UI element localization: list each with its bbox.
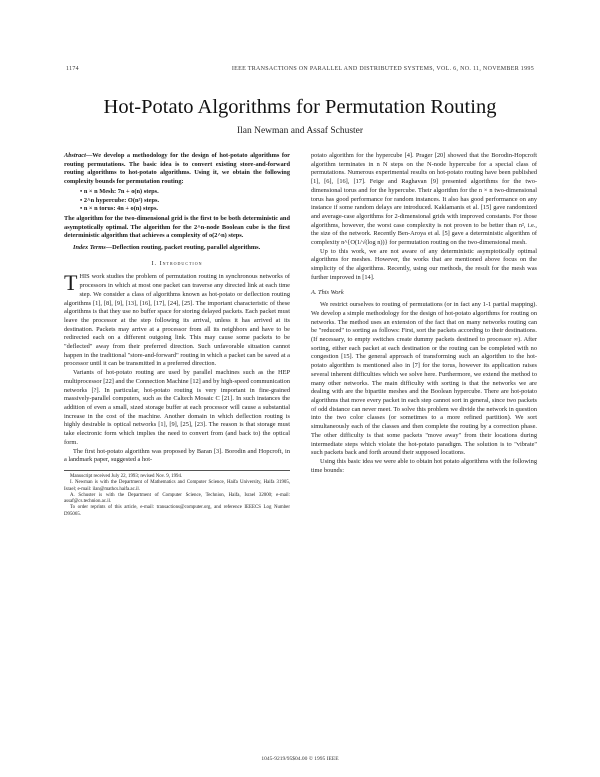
intro-paragraph-1 bbox=[64, 270, 290, 369]
abstract-paragraph bbox=[64, 152, 290, 187]
abstract-label: Abstract bbox=[64, 152, 86, 159]
footnote: A. Schuster is with the Department of Computer Science, Technion, Haifa, Israel 32000; e-mail: assaf@cs.technion.ac.il. bbox=[64, 492, 290, 505]
index-terms-label: Index Terms bbox=[73, 244, 106, 252]
bound-item: • 2^n hypercube: O(n²) steps. bbox=[80, 197, 290, 206]
section-heading-introduction: I. Introduction bbox=[151, 259, 203, 267]
abstract-text: —We develop a methodology for the design of hot-potato algorithms for routing permutations. The basic idea is to convert existing store-and-forward routing algorithms to hot-potato algorithms. Using it, we obtain the following complexity bounds for permutation routing: bbox=[64, 152, 290, 186]
complexity-bounds-list bbox=[64, 188, 290, 214]
right-column bbox=[311, 152, 537, 475]
paper-authors: Ilan Newman and Assaf Schuster bbox=[236, 126, 364, 136]
footnotes bbox=[64, 470, 290, 518]
body-paragraph: Using this basic idea we were able to obtain hot potato algorithms with the following time bounds: bbox=[311, 457, 537, 474]
running-header bbox=[66, 66, 534, 72]
page-number: 1174 bbox=[66, 66, 79, 72]
footnote: To order reprints of this article, e-mail: transactions@computer.org, and reference IEEECS Log Number D95065. bbox=[64, 505, 290, 517]
bound-item: • n × n Mesh: 7n + o(n) steps. bbox=[80, 188, 290, 197]
copyright-footer: 1045-9219/95$04.00 © 1995 IEEE bbox=[261, 756, 339, 762]
journal-name: IEEE TRANSACTIONS ON PARALLEL AND DISTRIBUTED SYSTEMS, VOL. 6, NO. 11, NOVEMBER 1995 bbox=[231, 66, 534, 72]
body-paragraph: Up to this work, we are not aware of any deterministic asymptotically optimal algorithms for meshes. However, the works that are mentioned above focus on the simplicity of the algorithms. Recently, using our methods, the result for the mesh was further improved in [14]. bbox=[311, 247, 537, 281]
paper-title: Hot-Potato Algorithms for Permutation Routing bbox=[103, 96, 497, 118]
intro-text-1: HIS work studies the problem of permutation routing in synchronous networks of processors in which at most one packet can traverse any directed link at each time step. We consider a class of algorithms known as hot-potato or deflection routing algorithms [1], [8], [9], [13], [16], [17], [24], [25]. The important characteristic of these algorithms is that they use no buffer space for storing delayed packets. Each packet must leave the processor at the step following its arrival, unless it has arrived at its destination. Packets may arrive at a processor from all its neighbors and have to be redirected each on a different outgoing link. This may cause some packets to be "deflected" away from their preferred direction. Such unfavorable situation cannot happen in the traditional "store-and-forward" routing in which a packet can be saved at a processor until it can be transmitted in a preferred direction. bbox=[64, 273, 290, 368]
drop-cap: T bbox=[64, 270, 78, 296]
intro-paragraph-3: The first hot-potato algorithm was proposed by Baran [3]. Borodin and Hopcroft, in a landmark paper, suggested a hot- bbox=[64, 447, 290, 464]
footnote: I. Newman is with the Department of Mathematics and Computer Science, Haifa University, Haifa 31905, Israel; e-mail: ilan@mathcs.haifa.ac.il. bbox=[64, 480, 290, 492]
bound-item: • n × n torus: 4n + o(n) steps. bbox=[80, 205, 290, 214]
body-paragraph: potato algorithm for the hypercube [4]. Prager [20] showed that the Borodin-Hopcroft algorithm terminates in n N steps on the N-node hypercube for a special class of permutations. Numerous experimental results on hot-potato routing have been published [1], [6], [16], [17]. Feige and Raghavan [9] presented algorithms for the two-dimensional torus and for the hypercube. Their algorithm for the n × n two-dimensional torus has good performance for random instances. It also has good performance on any instance if some random delays are introduced. Kaklamanis et al. [15] gave randomized and average-case algorithms for 2-dimensional grids with improved constants. For those algorithms, however, the worst case complexity is not proven to be better than n², i.e., the size of the network. Recently Ben-Aroya et al. [5] gave a deterministic algorithm of complexity n^{O(1/√(log n))} for permutation routing on the two-dimensional mesh. bbox=[311, 152, 537, 247]
left-column bbox=[64, 152, 290, 518]
abstract bbox=[64, 152, 290, 241]
index-terms bbox=[64, 244, 290, 253]
subsection-heading: A. This Work bbox=[311, 288, 344, 296]
body-paragraph: We restrict ourselves to routing of permutations (or in fact any 1-1 partial mapping). We develop a simple methodology for the design of hot-potato algorithms for routing on networks. The method uses an extension of the fact that on many networks routing can be "reduced" to sorting as follows: First, sort the packets according to their destinations. (If necessary, to empty switches create dummy packets destined to processor ∞). After sorting, either each packet at each destination or the routing can be completed with no congestion [15]. The general approach of transforming such an algorithm to the hot-potato algorithm is mentioned also in [7] for the torus, however its application raises several inherent difficulties which we solve here. Furthermore, we extend the method to many other networks. The main difficulty with sorting is that the networks we are dealing with are the bipartite meshes and the Boolean hypercube. There are hot-potato algorithms that move every packet in each step cannot sort in general, since two packets of odd distance can never meet. To solve this problem we divide the network in question into the two color classes (or sometimes to a more refined partition). We sort simultaneously each of the classes and then complete the routing by a correction phase. The other difficulty is that some packets "move away" from their locations during intermediate steps which violate the hot-potato paradigm. The solution is to "vibrate" such packets back and forth around their supposed locations. bbox=[311, 301, 537, 457]
abstract-closing: The algorithm for the two-dimensional grid is the first to be both deterministic and asymptotically optimal. The algorithm for the 2^n-node Boolean cube is the first deterministic algorithm that achieves a complexity of o(2^n) steps. bbox=[64, 214, 290, 240]
intro-paragraph-2: Variants of hot-potato routing are used by parallel machines such as the HEP multiprocessor [22] and the Connection Machine [12] and by high-speed communication networks [?]. In particular, hot-potato routing is very important in fine-grained massively-parallel computers, such as the Caltech Mosaic C [21]. In such instances the addition of even a small, sized storage buffer at each processor will cause a substantial increase in the cost of the machine. Another domain in which deflection routing is highly desirable is optical networks [1], [9], [25], [23]. The reason is that storage must take electronic form which implies the need to convert from (and back to) the optical form. bbox=[64, 369, 290, 446]
footnote: Manuscript received July 22, 1993; revised Nov. 9, 1994. bbox=[70, 473, 183, 479]
index-terms-text: —Deflection routing, packet routing, parallel algorithms. bbox=[105, 244, 261, 252]
